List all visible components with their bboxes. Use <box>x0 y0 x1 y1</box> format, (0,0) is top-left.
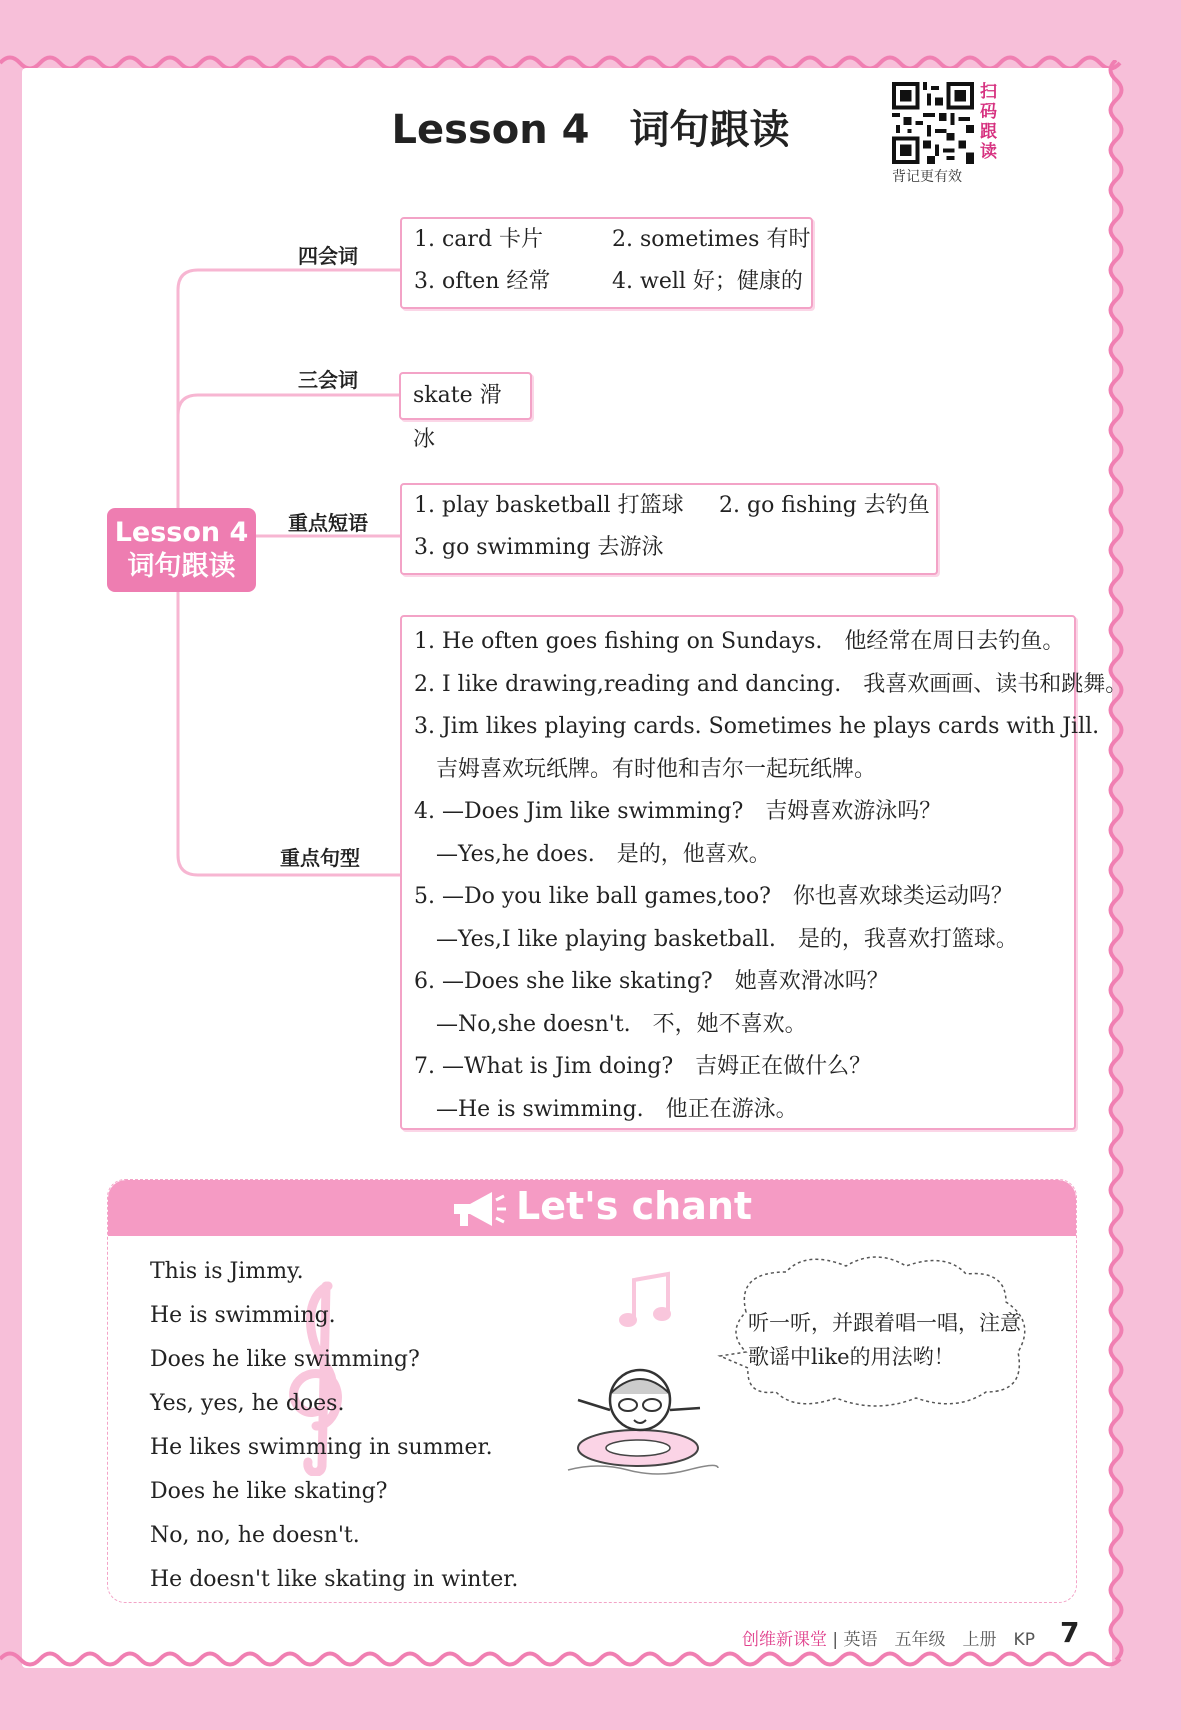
speech-cloud-text: 听一听，并跟着唱一唱，注意歌谣中like的用法哟！ <box>748 1311 1021 1369</box>
word-item: 3. often 经常 <box>414 269 551 294</box>
four-skill-words-box <box>400 217 813 309</box>
chant-line: This is Jimmy. <box>150 1259 304 1284</box>
chant-line: Does he like skating? <box>150 1479 388 1504</box>
sentence-line: 6. —Does she like skating? 她喜欢滑冰吗？ <box>414 969 889 994</box>
music-note-icon <box>618 1270 676 1332</box>
branch-label-phrases: 重点短语 <box>288 511 368 535</box>
phrase-item: 1. play basketball 打篮球 <box>414 493 684 518</box>
swimming-boy-illustration <box>548 1350 728 1480</box>
sentence-line: —Yes,he does. 是的，他喜欢。 <box>414 841 771 867</box>
three-skill-words-box <box>399 372 532 452</box>
chant-line: Does he like swimming? <box>150 1347 420 1372</box>
chant-card <box>107 1179 1077 1603</box>
qr-code-icon[interactable] <box>892 82 974 164</box>
lesson-badge-line2: 词句跟读 <box>127 551 236 582</box>
chant-line: Yes, yes, he does. <box>150 1391 345 1416</box>
sentence-line: —No,she doesn't. 不，她不喜欢。 <box>414 1011 807 1037</box>
sentence-line: —Yes,I like playing basketball. 是的，我喜欢打篮球。 <box>414 926 1018 952</box>
branch-label-four-skill: 四会词 <box>298 244 358 268</box>
page-title: Lesson 4 词句跟读 <box>391 107 790 153</box>
chant-title: Let's chant <box>516 1184 753 1228</box>
sentence-line: 4. —Does Jim like swimming? 吉姆喜欢游泳吗？ <box>414 799 942 824</box>
sentence-line: 3. Jim likes playing cards. Sometimes he plays cards with Jill. <box>414 714 1100 739</box>
sentence-line: 吉姆喜欢玩纸牌。有时他和吉尔一起玩纸牌。 <box>414 756 877 782</box>
qr-label: 扫码跟读 <box>980 82 997 162</box>
chant-line: No, no, he doesn't. <box>150 1523 360 1548</box>
lesson-badge <box>107 508 256 592</box>
phrases-box <box>400 483 938 575</box>
word-item: 2. sometimes 有时 <box>612 227 811 252</box>
megaphone-icon <box>448 1188 508 1230</box>
chant-line: He is swimming. <box>150 1303 336 1328</box>
branch-label-sentences: 重点句型 <box>280 846 360 870</box>
bottom-wave-border <box>0 1648 1181 1670</box>
footer-brand: 创维新课堂 <box>742 1630 827 1650</box>
phrase-item: 2. go fishing 去钓鱼 <box>719 493 930 518</box>
footer-info: 英语 五年级 上册 KP <box>843 1630 1035 1650</box>
word-item: 1. card 卡片 <box>414 227 544 252</box>
footer <box>742 1625 1035 1650</box>
sentence-line: 2. I like drawing,reading and dancing. 我喜欢画画、读书和跳舞。 <box>414 671 1128 697</box>
page-number: 7 <box>1060 1616 1080 1649</box>
sentence-line: 7. —What is Jim doing? 吉姆正在做什么？ <box>414 1054 872 1079</box>
word-item: skate 滑冰 <box>413 383 502 452</box>
sentence-line: 5. —Do you like ball games,too? 你也喜欢球类运动吗？ <box>414 884 1013 909</box>
chant-line: He doesn't like skating in winter. <box>150 1567 519 1592</box>
branch-label-three-skill: 三会词 <box>298 368 358 392</box>
sentence-line: —He is swimming. 他正在游泳。 <box>414 1096 798 1122</box>
qr-note: 背记更有效 <box>892 169 962 185</box>
right-wave-border <box>1105 60 1127 1660</box>
phrase-item: 3. go swimming 去游泳 <box>414 535 664 560</box>
chant-lines <box>150 1250 518 1602</box>
key-sentences-box <box>400 615 1128 1130</box>
lesson-badge-line1: Lesson 4 <box>114 517 249 548</box>
footer-divider: | <box>832 1630 839 1650</box>
chant-line: He likes swimming in summer. <box>150 1435 493 1460</box>
word-item: 4. well 好；健康的 <box>612 269 803 294</box>
sentence-line: 1. He often goes fishing on Sundays. 他经常在周日去钓鱼。 <box>414 629 1065 654</box>
